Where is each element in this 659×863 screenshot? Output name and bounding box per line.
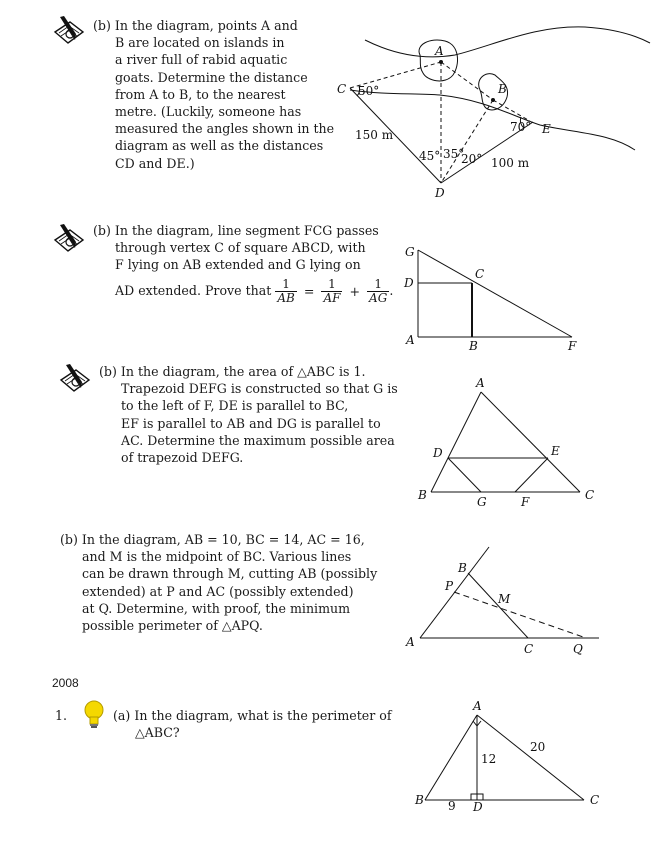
square-line-diagram [400,240,590,352]
angle-35: 35° [443,147,465,161]
text-line: of trapezoid DEFG. [121,450,244,466]
text-line: a river full of rabid aquatic [115,52,288,68]
trapezoid-diagram [415,375,605,510]
label-a: A [473,699,482,713]
text-line: AC. Determine the maximum possible area [121,432,395,448]
year-heading: 2008 [52,676,79,690]
text-line: through vertex C of square ABCD, with [115,240,366,256]
text-line: F lying on AB extended and G lying on [115,257,361,273]
text-line: at Q. Determine, with proof, the minimum [82,600,351,616]
label-a: A [435,44,444,58]
fraction-af: $\frac{1}{AF}$ [323,276,341,305]
problem-3-text [99,363,398,466]
problem-4-text [60,531,385,634]
angle-45: 45° [419,149,441,163]
distance-cd: 150 m [355,128,394,142]
pencil-paper-icon [52,222,86,260]
midpoint-line-diagram [403,545,613,655]
label-c: C [590,793,600,807]
label-d: D [404,276,414,290]
label-b: B [418,488,427,502]
text-line: goats. Determine the distance [115,69,308,85]
label-e: E [542,122,551,136]
text-line: diagram as well as the distances [115,138,324,154]
label-b: B [458,561,467,575]
text-line: measured the angles shown in the [115,121,335,137]
text-line: (b) In the diagram, line segment FCG passes [93,223,379,238]
text-line: EF is parallel to AB and DG is parallel to [121,415,381,431]
text-line: can be drawn through M, cutting AB (possibly [82,566,378,582]
text-line: (b) In the diagram, AB = 10, BC = 14, AC = 16, [60,532,365,547]
label-a: A [476,376,485,390]
right-triangle-diagram [410,698,610,818]
text-line: extended) at P and AC (possibly extended) [82,583,354,599]
label-a: A [406,333,415,347]
text-line: from A to B, to the nearest [115,86,286,102]
label-a: A [406,635,415,649]
label-p: P [445,579,454,593]
distance-de: 100 m [491,156,530,170]
text-line: B are located on islands in [115,35,285,51]
lightbulb-icon [83,700,105,734]
q1-text [113,707,398,741]
formula-line: AD extended. Prove that $\frac{1}{AB}$ = $\frac{1}{AF}$ + $\frac{1}{AG}$ . [115,276,394,305]
label-b: B [415,793,424,807]
label-g: G [477,495,487,509]
pencil-paper-icon [52,14,86,52]
river-bank-top [365,27,650,57]
label-c: C [475,267,485,281]
label-b: B [498,82,507,96]
label-f: F [568,339,577,353]
label-g: G [405,245,415,259]
label-f: F [521,495,530,509]
label-d: D [473,800,483,814]
label-c: C [337,82,347,96]
fraction-ag: $\frac{1}{AG}$ [369,276,388,305]
fraction-ab: $\frac{1}{AB}$ [277,276,295,305]
problem-1-text [93,17,335,172]
angle-70: 70° [510,120,532,134]
label-b: B [469,339,478,353]
text-line: (b) In the diagram, the area of △ABC is 1. [99,364,366,379]
length-bd: 9 [448,799,456,813]
question-number: 1. [55,708,68,723]
label-c: C [585,488,595,502]
label-d: D [433,446,443,460]
label-c: C [524,642,534,656]
text-line: metre. (Luckily, someone has [115,104,302,120]
plus-sign: + [349,283,361,299]
river-islands-diagram [335,15,655,205]
length-ad: 12 [481,752,497,766]
length-ac: 20 [530,740,546,754]
text-line: (b) In the diagram, points A and [93,18,298,33]
pencil-paper-icon [58,362,92,400]
label-e: E [551,444,560,458]
text-line: Trapezoid DEFG is constructed so that G is [121,381,398,397]
formula-prefix: AD extended. Prove that [115,282,272,298]
text-line: CD and DE.) [115,155,195,171]
label-m: M [498,592,511,606]
angle-50: 50° [358,84,380,98]
text-line: △ABC? [135,725,180,741]
text-line: to the left of F, DE is parallel to BC, [121,398,349,414]
label-q: Q [573,642,583,656]
angle-20: 20° [461,152,483,166]
text-line: and M is the midpoint of BC. Various lines [82,549,352,565]
label-d: D [435,186,445,200]
text-line: (a) In the diagram, what is the perimeter of [113,708,392,723]
text-line: possible perimeter of △APQ. [82,618,263,634]
equals-sign: = [303,283,315,299]
problem-2-text [93,222,394,305]
